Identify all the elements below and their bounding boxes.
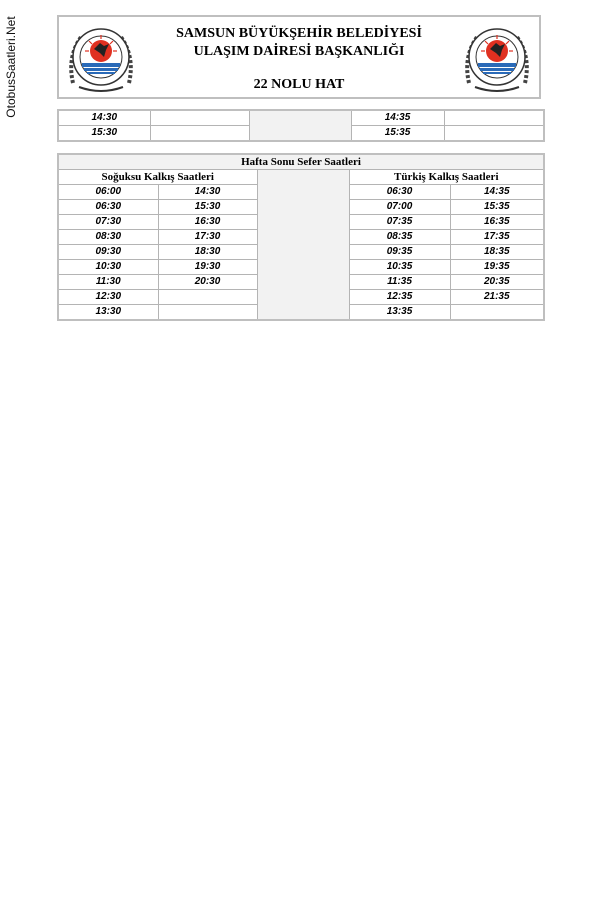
time-cell: 19:30 <box>158 260 257 275</box>
time-cell: 06:30 <box>349 185 450 200</box>
time-cell: 10:35 <box>349 260 450 275</box>
empty-cell <box>444 110 544 126</box>
page-header <box>57 15 541 99</box>
weekday-schedule-tail <box>57 109 545 142</box>
table-title-row <box>58 154 544 170</box>
time-cell: 13:35 <box>349 305 450 321</box>
weekend-schedule-table <box>57 153 545 321</box>
table-divider <box>249 110 351 141</box>
time-cell: 14:35 <box>351 110 444 126</box>
header-title-line2: ULAŞIM DAİRESİ BAŞKANLIĞI <box>193 44 405 59</box>
time-cell: 15:35 <box>351 126 444 142</box>
time-cell <box>158 305 257 321</box>
time-cell: 12:30 <box>58 290 158 305</box>
turkis-departures-header: Türkiş Kalkış Saatleri <box>349 170 544 185</box>
time-cell: 09:30 <box>58 245 158 260</box>
time-cell <box>450 305 544 321</box>
time-cell: 06:00 <box>58 185 158 200</box>
site-watermark <box>2 12 20 122</box>
time-cell <box>158 290 257 305</box>
table-header-row <box>58 170 544 185</box>
time-cell: 18:35 <box>450 245 544 260</box>
time-cell: 15:35 <box>450 200 544 215</box>
empty-cell <box>150 110 249 126</box>
time-cell: 11:30 <box>58 275 158 290</box>
time-cell: 08:30 <box>58 230 158 245</box>
header-title-line1: SAMSUN BÜYÜKŞEHİR BELEDİYESİ <box>176 26 422 41</box>
time-cell: 08:35 <box>349 230 450 245</box>
time-cell: 20:35 <box>450 275 544 290</box>
table-row <box>58 110 544 126</box>
time-cell: 17:35 <box>450 230 544 245</box>
empty-cell <box>150 126 249 142</box>
time-cell: 07:00 <box>349 200 450 215</box>
time-cell: 06:30 <box>58 200 158 215</box>
time-cell: 07:35 <box>349 215 450 230</box>
time-cell: 21:35 <box>450 290 544 305</box>
time-cell: 16:30 <box>158 215 257 230</box>
time-cell: 13:30 <box>58 305 158 321</box>
time-cell: 14:30 <box>158 185 257 200</box>
time-cell: 18:30 <box>158 245 257 260</box>
time-cell: 14:30 <box>58 110 150 126</box>
time-cell: 15:30 <box>58 126 150 142</box>
weekend-schedule-title: Hafta Sonu Sefer Saatleri <box>58 154 544 170</box>
table-divider <box>257 170 349 321</box>
time-cell: 20:30 <box>158 275 257 290</box>
municipality-seal-logo <box>461 21 533 97</box>
route-title: 22 NOLU HAT <box>253 77 345 92</box>
time-cell: 14:35 <box>450 185 544 200</box>
time-cell: 11:35 <box>349 275 450 290</box>
time-cell: 16:35 <box>450 215 544 230</box>
time-cell: 19:35 <box>450 260 544 275</box>
time-cell: 09:35 <box>349 245 450 260</box>
time-cell: 10:30 <box>58 260 158 275</box>
time-cell: 15:30 <box>158 200 257 215</box>
time-cell: 17:30 <box>158 230 257 245</box>
time-cell: 12:35 <box>349 290 450 305</box>
soguksu-departures-header: Soğuksu Kalkış Saatleri <box>58 170 257 185</box>
empty-cell <box>444 126 544 142</box>
watermark-text: OtobusSaatleri.Net <box>4 16 18 118</box>
time-cell: 07:30 <box>58 215 158 230</box>
